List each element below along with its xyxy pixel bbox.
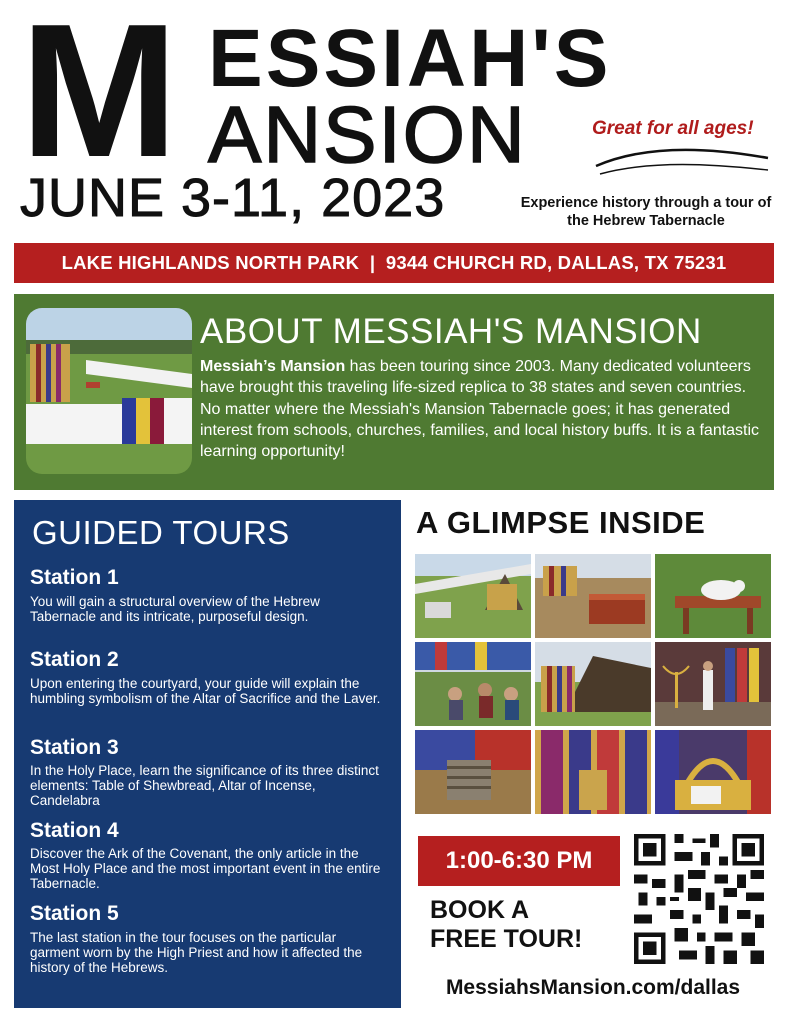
station-4-body: Discover the Ark of the Covenant, the only article in the Most Holy Place and the most important event in the entire Tabernacle.: [30, 846, 381, 892]
gallery-photo-3: [655, 554, 771, 638]
gallery-photo-7: [415, 730, 531, 814]
gallery-photo-4: [415, 642, 531, 726]
address-text: LAKE HIGHLANDS NORTH PARK | 9344 CHURCH RD, DALLAS, TX 75231: [61, 252, 727, 273]
event-dates: JUNE 3-11, 2023: [20, 168, 446, 228]
station-4-title: Station 4: [30, 819, 119, 842]
station-5-body: The last station in the tour focuses on the particular garment worn by the High Priest and how it affected the history of the Hebrews.: [30, 930, 363, 976]
tabernacle-photo: [26, 308, 192, 474]
gallery-photo-1: [415, 554, 531, 638]
title-line-2: ANSION: [208, 90, 527, 179]
gallery-photo-5: [535, 642, 651, 726]
qr-code-icon[interactable]: [634, 834, 764, 964]
website-link[interactable]: MessiahsMansion.com/dallas: [445, 976, 741, 999]
gallery-photo-8: [535, 730, 651, 814]
about-section: [14, 294, 774, 490]
address-bar: [14, 243, 774, 283]
about-heading: ABOUT MESSIAH'S MANSION: [200, 312, 702, 351]
station-2-title: Station 2: [30, 648, 119, 671]
about-body-text: has been touring since 2003. Many dedicated volunteers have brought this traveling life-sized replica to 38 states and seven countries. No matter where the Messiah's Mansion Tabernacle goes; it has generated interest from schools, churches, families, and local history buffs. It is a fantastic learning opportunity!: [200, 358, 760, 461]
station-5-title: Station 5: [30, 902, 119, 925]
gallery-photo-2: [535, 554, 651, 638]
station-1-body: You will gain a structural overview of the Hebrew Tabernacle and its intricate, purposeful design.: [30, 594, 320, 625]
guided-tours-section: [14, 500, 401, 1008]
time-badge: 1:00-6:30 PM: [418, 836, 620, 886]
about-body-bold: Messiah’s Mansion: [200, 358, 346, 375]
station-2-body: Upon entering the courtyard, your guide will explain the humbling symbolism of the Altar of Sacrifice and the Laver.: [30, 676, 381, 707]
swoosh-decoration: [592, 140, 772, 180]
station-1-title: Station 1: [30, 566, 119, 589]
glimpse-heading: A GLIMPSE INSIDE: [416, 505, 706, 540]
cta-line-1: BOOK A: [430, 896, 530, 924]
gallery-photo-6: [655, 642, 771, 726]
experience-subtitle: Experience history through a tour of the Hebrew Tabernacle: [520, 195, 772, 230]
cta-line-2: FREE TOUR!: [430, 924, 583, 953]
title-line-1: ESSIAH'S: [208, 13, 612, 104]
tours-heading: GUIDED TOURS: [32, 514, 290, 551]
tagline: Great for all ages!: [592, 118, 754, 139]
book-tour-cta[interactable]: [430, 896, 582, 954]
title-big-letter: M: [20, 0, 175, 197]
gallery-photo-9: [655, 730, 771, 814]
about-body: [200, 356, 760, 462]
station-3-body: In the Holy Place, learn the significance of its three distinct elements: Table of Shewbread, Altar of Incense, Candelabra: [30, 763, 379, 809]
station-3-title: Station 3: [30, 736, 119, 759]
